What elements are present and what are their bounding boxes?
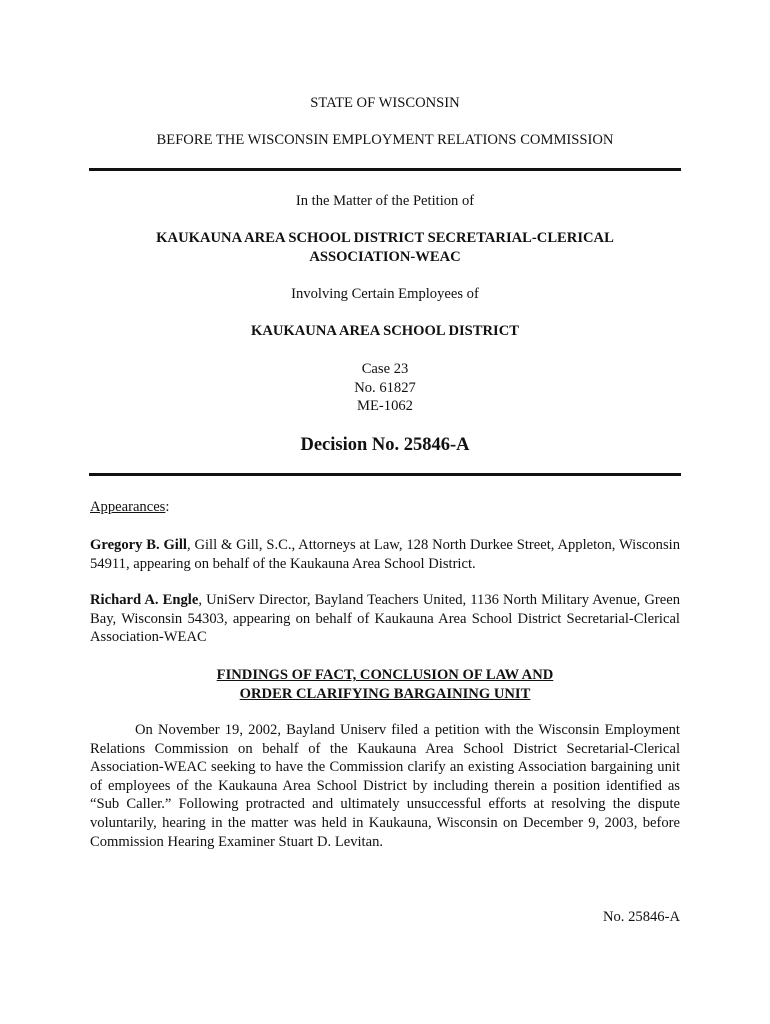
findings-paragraph: On November 19, 2002, Bayland Uniserv filed a petition with the Wisconsin Employment Relations Commission on behalf of the Kaukauna Area School District Secretarial-Clerical Association-WEAC seeking to have the Commission clarify an existing Association bargaining unit of employees of the Kaukauna Area School District by including therein a position identified as “Sub Caller.” Following protracted and ultimately unsuccessful efforts at resolving the dispute voluntarily, hearing in the matter was held in Kaukauna, Wisconsin on December 9, 2003, before Commission Hearing Examiner Stuart D. Levitan. bbox=[90, 722, 680, 850]
caption-divider bbox=[89, 473, 681, 476]
top-divider bbox=[89, 168, 681, 171]
employer-name: KAUKAUNA AREA SCHOOL DISTRICT bbox=[250, 323, 520, 339]
appearances-heading bbox=[90, 498, 680, 517]
representative-name: Richard A. Engle bbox=[90, 592, 199, 608]
case-label: Case 23 bbox=[361, 361, 409, 377]
appearance-entry bbox=[90, 536, 680, 573]
representative-details: , UniServ Director, Bayland Teachers United, 1136 North Military Avenue, Green Bay, Wisconsin 54303, appearing on behalf of Kaukauna Area School District Secretarial-Clerical Association-WEAC bbox=[90, 592, 681, 646]
case-numbers bbox=[90, 360, 680, 416]
findings-title-line-1: FINDINGS OF FACT, CONCLUSION OF LAW AND bbox=[216, 667, 554, 683]
commission-heading: BEFORE THE WISCONSIN EMPLOYMENT RELATIONS COMMISSION bbox=[156, 132, 614, 148]
findings-title-line-2: ORDER CLARIFYING BARGAINING UNIT bbox=[239, 685, 531, 702]
appearances-colon: : bbox=[165, 499, 170, 515]
appearances-label: Appearances bbox=[90, 499, 166, 515]
attorney-name: Gregory B. Gill bbox=[90, 537, 187, 553]
page-footer-number: No. 25846-A bbox=[602, 909, 680, 925]
petitioner-name bbox=[90, 229, 680, 266]
state-heading: STATE OF WISCONSIN bbox=[310, 95, 460, 111]
appearance-entry bbox=[90, 591, 680, 647]
involving-text: Involving Certain Employees of bbox=[291, 286, 479, 302]
me-number: ME-1062 bbox=[357, 398, 413, 415]
petitioner-line-1: KAUKAUNA AREA SCHOOL DISTRICT SECRETARIAL-CLERICAL bbox=[156, 230, 614, 246]
case-number: No. 61827 bbox=[354, 379, 416, 396]
attorney-details: , Gill & Gill, S.C., Attorneys at Law, 128 North Durkee Street, Appleton, Wisconsin 54911, appearing on behalf of the Kaukauna Area School District. bbox=[90, 537, 680, 572]
matter-intro: In the Matter of the Petition of bbox=[295, 193, 475, 209]
findings-title bbox=[90, 666, 680, 703]
petitioner-line-2: ASSOCIATION-WEAC bbox=[309, 248, 461, 265]
decision-number: Decision No. 25846-A bbox=[300, 435, 470, 455]
